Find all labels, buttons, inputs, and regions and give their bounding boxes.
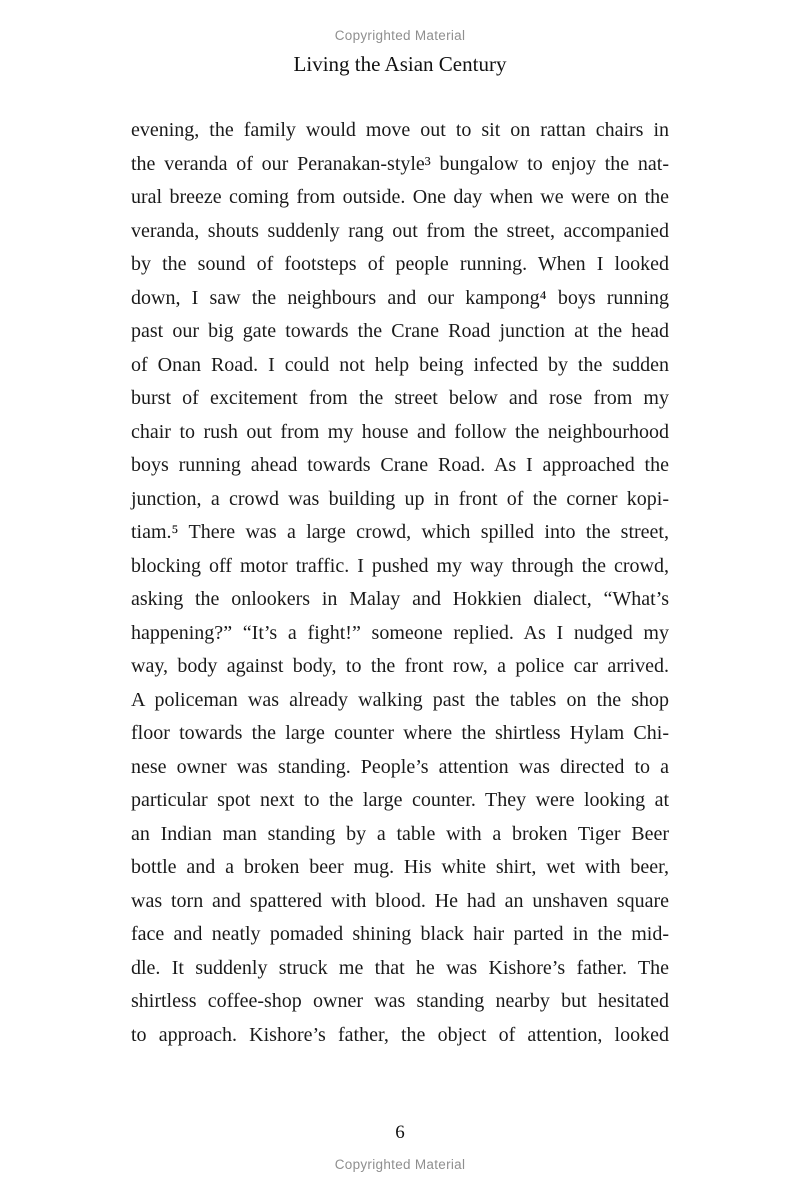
text-line: nese owner was standing. People’s attention was directed to a: [131, 755, 669, 778]
text-line: junction, a crowd was building up in front of the corner kopi-: [131, 487, 669, 510]
text-line: face and neatly pomaded shining black hair parted in the mid-: [131, 923, 669, 945]
text-line: by the sound of footsteps of people running. When I looked: [131, 253, 669, 275]
text-line: bottle and a broken beer mug. His white shirt, wet with beer,: [131, 856, 669, 878]
text-line: shirtless coffee-shop owner was standing nearby but hesitated: [131, 990, 669, 1012]
text-line: the veranda of our Peranakan-style³ bungalow to enjoy the nat-: [131, 152, 669, 175]
text-line: burst of excitement from the street below and rose from my: [131, 387, 669, 409]
text-line: down, I saw the neighbours and our kampong⁴ boys running: [131, 286, 669, 309]
text-line: dle. It suddenly struck me that he was Kishore’s father. The: [131, 956, 669, 979]
text-line: way, body against body, to the front row, a police car arrived.: [131, 655, 669, 677]
text-line: to approach. Kishore’s father, the object of attention, looked: [131, 1023, 669, 1046]
text-line: ural breeze coming from outside. One day when we were on the: [131, 186, 669, 208]
text-line: was torn and spattered with blood. He had an unshaven square: [131, 889, 669, 912]
body-text-block: [131, 114, 669, 1052]
text-line: A policeman was already walking past the tables on the shop: [131, 688, 669, 711]
text-line: particular spot next to the large counter. They were looking at: [131, 789, 669, 811]
text-line: happening?” “It’s a fight!” someone replied. As I nudged my: [131, 621, 669, 644]
text-line: past our big gate towards the Crane Road junction at the head: [131, 320, 669, 342]
text-line: blocking off motor traffic. I pushed my way through the crowd,: [131, 554, 669, 577]
copyright-notice-bottom: Copyrighted Material: [334, 1157, 466, 1172]
text-line: tiam.⁵ There was a large crowd, which spilled into the street,: [131, 521, 669, 543]
text-line: of Onan Road. I could not help being infected by the sudden: [131, 353, 669, 376]
text-line: chair to rush out from my house and follow the neighbourhood: [131, 420, 669, 443]
text-line: asking the onlookers in Malay and Hokkien dialect, “What’s: [131, 588, 669, 610]
text-line: boys running ahead towards Crane Road. As I approached the: [131, 454, 669, 476]
text-line: evening, the family would move out to sit on rattan chairs in: [131, 119, 669, 141]
text-line: floor towards the large counter where the shirtless Hylam Chi-: [131, 722, 669, 744]
text-line: veranda, shouts suddenly rang out from the street, accompanied: [131, 219, 669, 242]
copyright-notice-top: Copyrighted Material: [334, 28, 466, 43]
page-number: 6: [395, 1122, 405, 1143]
running-head-title: Living the Asian Century: [293, 52, 507, 76]
text-line: an Indian man standing by a table with a broken Tiger Beer: [131, 822, 669, 845]
